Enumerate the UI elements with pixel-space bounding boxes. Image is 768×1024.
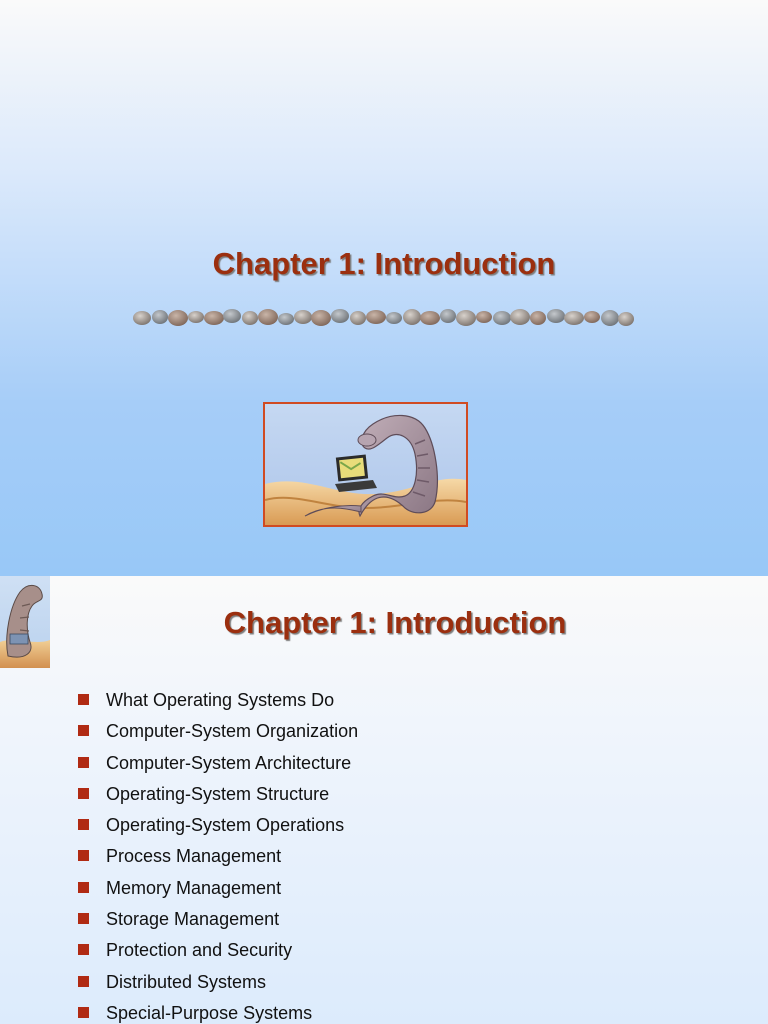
list-item bbox=[78, 689, 358, 720]
square-bullet-icon bbox=[78, 944, 89, 955]
square-bullet-icon bbox=[78, 1007, 89, 1018]
list-item bbox=[78, 814, 358, 845]
list-item bbox=[78, 939, 358, 970]
dinosaur-corner-image bbox=[0, 576, 50, 668]
square-bullet-icon bbox=[78, 788, 89, 799]
list-item-label: Operating-System Structure bbox=[106, 783, 330, 804]
outline-slide bbox=[0, 576, 768, 1024]
list-item bbox=[78, 971, 358, 1002]
list-item-label: Protection and Security bbox=[106, 940, 293, 961]
bullet-list bbox=[78, 689, 358, 1024]
slide-title: Chapter 1: Introduction bbox=[223, 605, 567, 640]
slide-title: Chapter 1: Introduction bbox=[212, 246, 556, 281]
dinosaur-laptop-icon bbox=[265, 404, 466, 525]
list-item-label: What Operating Systems Do bbox=[106, 690, 335, 710]
square-bullet-icon bbox=[78, 694, 89, 705]
square-bullet-icon bbox=[78, 757, 89, 768]
list-item-label: Process Management bbox=[106, 846, 282, 867]
square-bullet-icon bbox=[78, 913, 89, 924]
square-bullet-icon bbox=[78, 725, 89, 736]
list-item bbox=[78, 783, 358, 814]
square-bullet-icon bbox=[78, 976, 89, 987]
list-item bbox=[78, 845, 358, 876]
list-item bbox=[78, 720, 358, 751]
square-bullet-icon bbox=[78, 850, 89, 861]
list-item-label: Storage Management bbox=[106, 909, 280, 930]
list-item-label: Memory Management bbox=[106, 877, 282, 898]
list-item bbox=[78, 877, 358, 908]
list-item-label: Computer-System Organization bbox=[106, 721, 359, 742]
list-item bbox=[78, 908, 358, 939]
pebble-divider-icon bbox=[130, 302, 636, 332]
square-bullet-icon bbox=[78, 819, 89, 830]
dinosaur-laptop-illustration bbox=[263, 402, 468, 527]
list-item-label: Computer-System Architecture bbox=[106, 752, 352, 773]
dinosaur-corner-icon bbox=[0, 576, 50, 668]
list-item-label: Distributed Systems bbox=[106, 971, 267, 992]
list-item-label: Special-Purpose Systems bbox=[106, 1002, 313, 1023]
square-bullet-icon bbox=[78, 882, 89, 893]
list-item-label: Operating-System Operations bbox=[106, 815, 345, 836]
list-item bbox=[78, 752, 358, 783]
list-item bbox=[78, 1002, 358, 1024]
